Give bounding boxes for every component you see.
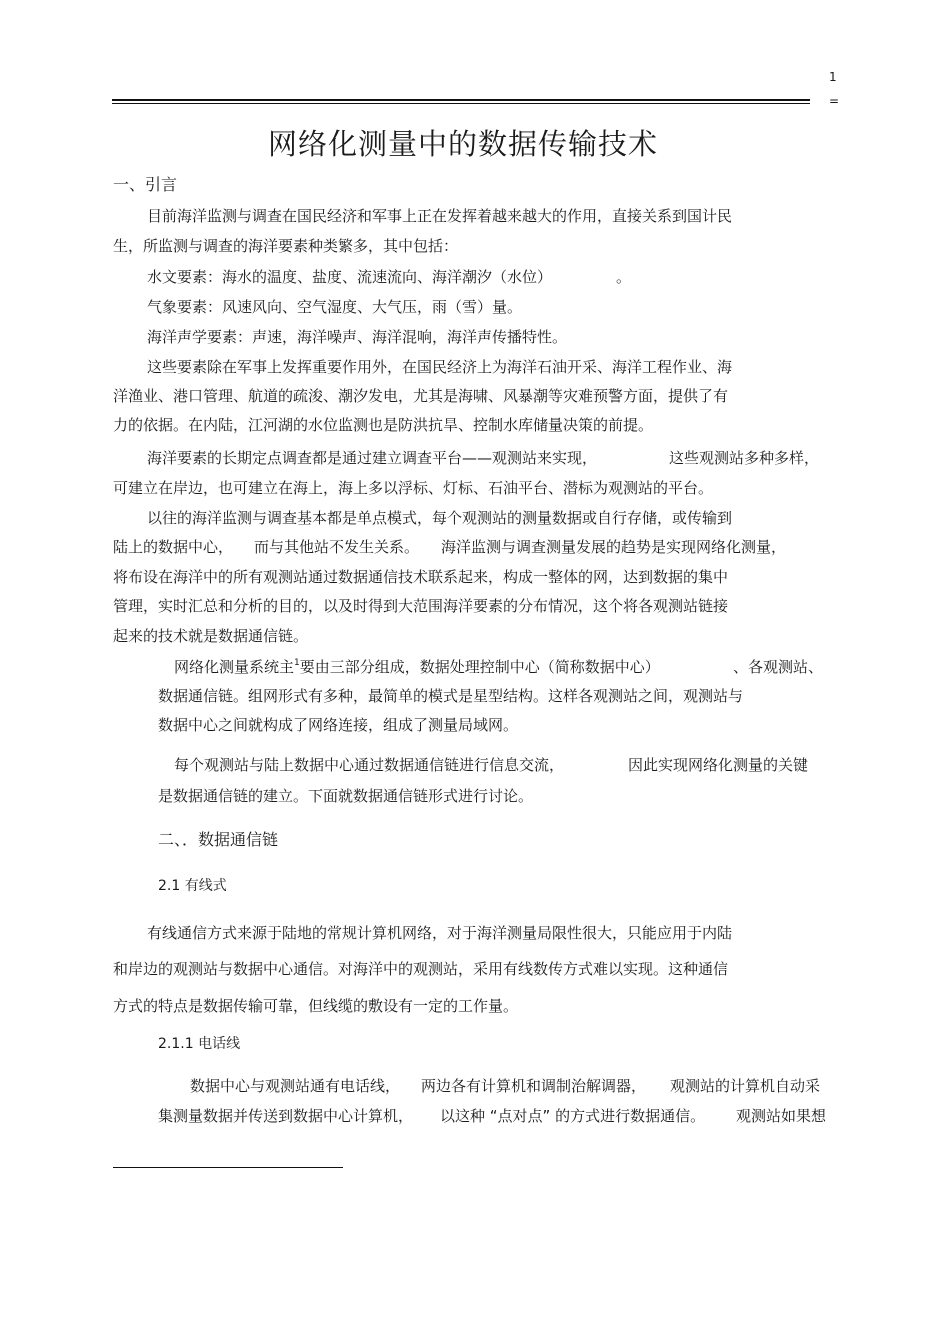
paragraph-line: 观测站如果想 [736, 1107, 827, 1125]
paragraph-line: 洋渔业、港口管理、航道的疏浚、潮汐发电，尤其是海啸、风暴潮等灾难预警方面，提供了有 [113, 387, 729, 405]
paragraph-line: 有线通信方式来源于陆地的常规计算机网络，对于海洋测量局限性很大，只能应用于内陆 [147, 924, 733, 942]
paragraph-line: 两边各有计算机和调制治解调器， [421, 1077, 647, 1095]
paragraph-line: 是数据通信链的建立。下面就数据通信链形式进行讨论。 [158, 787, 534, 805]
paragraph-line: 因此实现网络化测量的关键 [628, 756, 809, 774]
paragraph-line: 以往的海洋监测与调查基本都是单点模式，每个观测站的测量数据或自行存储，或传输到 [147, 509, 733, 527]
section-heading-intro: 一、引言 [113, 175, 178, 194]
paragraph-line: 这些观测站多种多样， [669, 449, 820, 467]
text-run: 网络化测量系统主 [174, 658, 295, 676]
paragraph-line: 这些要素除在军事上发挥重要作用外，在国民经济上为海洋石油开采、海洋工程作业、海 [147, 358, 733, 376]
list-item-hydrology: 水文要素：海水的温度、盐度、流速流向、海洋潮汐（水位） [147, 268, 553, 286]
page-number: 1 [829, 70, 837, 84]
paragraph-line: 陆上的数据中心， [113, 538, 234, 556]
document-title: 网络化测量中的数据传输技术 [268, 127, 659, 161]
list-item-meteorology: 气象要素：风速风向、空气湿度、大气压，雨（雪）量。 [147, 298, 523, 316]
paragraph-line: 将布设在海洋中的所有观测站通过数据通信技术联系起来，构成一整体的网，达到数据的集中 [113, 568, 729, 586]
paragraph-line: 方式的特点是数据传输可靠，但线缆的敷设有一定的工作量。 [113, 997, 519, 1015]
paragraph-line: 观测站的计算机自动采 [670, 1077, 821, 1095]
list-item-acoustics: 海洋声学要素：声速，海洋噪声、海洋混响，海洋声传播特性。 [147, 328, 568, 346]
paragraph-line: 目前海洋监测与调查在国民经济和军事上正在发挥着越来越大的作用，直接关系到国计民 [147, 207, 733, 225]
paragraph-line: 数据中心与观测站通有电话线， [190, 1077, 401, 1095]
paragraph-line: 生，所监测与调查的海洋要素种类繁多，其中包括： [113, 237, 459, 255]
paragraph-line: 集测量数据并传送到数据中心计算机， [158, 1107, 414, 1125]
paragraph-line: 和岸边的观测站与数据中心通信。对海洋中的观测站，采用有线数传方式难以实现。这种通信 [113, 960, 729, 978]
subsection-heading-telephone: 2.1.1 电话线 [158, 1036, 241, 1052]
footnote-separator [113, 1167, 343, 1168]
paragraph-line: 可建立在岸边，也可建立在海上，海上多以浮标、灯标、石油平台、潜标为观测站的平台。 [113, 479, 714, 497]
text-run: 要由三部分组成，数据处理控制中心（简称数据中心） [299, 658, 660, 676]
header-rule-top [112, 99, 810, 101]
paragraph-line: 以这种 “点对点” 的方式进行数据通信。 [440, 1107, 706, 1125]
paragraph-line: 海洋监测与调查测量发展的趋势是实现网络化测量， [441, 538, 787, 556]
section-heading-data-link: 二、．数据通信链 [158, 830, 279, 849]
paragraph-line: 管理，实时汇总和分析的目的，以及时得到大范围海洋要素的分布情况，这个将各观测站链接 [113, 597, 729, 615]
header-rule-bottom [112, 103, 810, 104]
paragraph-line: 而与其他站不发生关系。 [254, 538, 420, 556]
paragraph-line [174, 657, 660, 677]
list-item-hydrology-end: 。 [616, 268, 632, 286]
paragraph-line: 力的依据。在内陆，江河湖的水位监测也是防洪抗旱、控制水库储量决策的前提。 [113, 416, 654, 434]
paragraph-line: 数据中心之间就构成了网络连接，组成了测量局域网。 [158, 716, 519, 734]
footnote-ref: 1 [294, 658, 300, 668]
paragraph-line: 起来的技术就是数据通信链。 [113, 627, 309, 645]
paragraph-line: 每个观测站与陆上数据中心通过数据通信链进行信息交流， [174, 756, 565, 774]
paragraph-line: 、各观测站、 [733, 658, 824, 676]
paragraph-line: 海洋要素的长期定点调查都是通过建立调查平台——观测站来实现， [147, 449, 598, 467]
subsection-heading-wired: 2.1 有线式 [158, 878, 227, 894]
paragraph-line: 数据通信链。组网形式有多种，最简单的模式是星型结构。这样各观测站之间，观测站与 [158, 687, 744, 705]
header-marker: = [829, 94, 840, 108]
